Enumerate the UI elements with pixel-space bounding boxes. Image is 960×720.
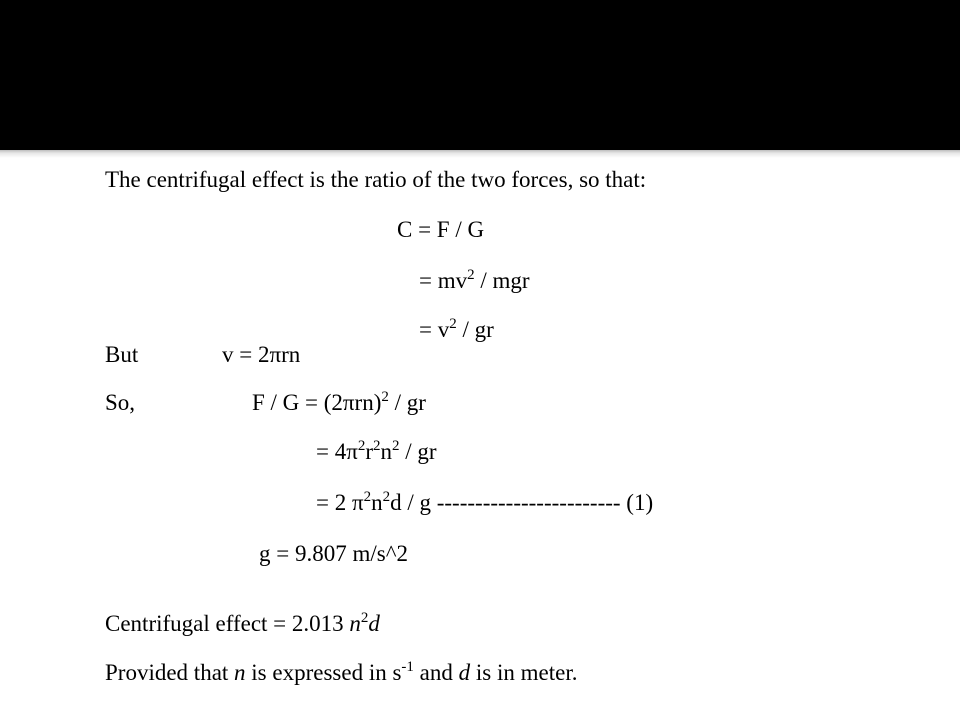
- so-equation: [252, 390, 426, 416]
- equation-text: / gr: [399, 439, 437, 464]
- equation-mv: [419, 268, 530, 294]
- variable-n: n: [234, 660, 246, 685]
- equation-v: [419, 317, 494, 343]
- superscript: 2: [382, 489, 391, 505]
- note-text: and: [413, 660, 459, 685]
- equation-text: n: [380, 439, 393, 464]
- superscript: 2: [449, 316, 457, 332]
- equation-text: F / G = (2πrn): [252, 390, 382, 415]
- equation-text: / gr: [388, 390, 426, 415]
- equation-4pi: [316, 439, 437, 465]
- g-value: g = 9.807 m/s^2: [259, 541, 408, 566]
- but-equation: v = 2πrn: [222, 342, 301, 367]
- equation-text: = 4π: [316, 439, 358, 464]
- equation-text: n: [371, 490, 383, 515]
- so-label: So,: [105, 390, 136, 415]
- superscript: 2: [363, 489, 372, 505]
- note-text: is expressed in s: [245, 660, 402, 685]
- superscript: -1: [401, 659, 414, 675]
- note-line: [105, 660, 577, 686]
- superscript: 2: [392, 438, 400, 454]
- result-line: [105, 611, 380, 637]
- equation-text: d / g ------------------------ (1): [390, 490, 654, 515]
- variable-n: n: [349, 611, 361, 636]
- but-label: But: [105, 342, 139, 367]
- note-text: is in meter.: [470, 660, 578, 685]
- superscript: 2: [357, 438, 366, 454]
- superscript: 2: [467, 267, 475, 283]
- result-text: Centrifugal effect = 2.013: [105, 611, 350, 636]
- intro-text: The centrifugal effect is the ratio of the two forces, so that:: [105, 167, 647, 192]
- equation-text: = v: [419, 317, 450, 342]
- equation-2pi: [316, 490, 653, 516]
- variable-d: d: [458, 660, 471, 685]
- superscript: 2: [381, 389, 389, 405]
- equation-text: r: [365, 439, 374, 464]
- equation-text: / mgr: [474, 268, 530, 293]
- variable-d: d: [368, 611, 380, 636]
- header-divider: [0, 150, 960, 158]
- superscript: 2: [360, 610, 369, 626]
- superscript: 2: [373, 438, 381, 454]
- equation-text: = mv: [419, 268, 468, 293]
- header-bar: [0, 0, 960, 150]
- equation-c: C = F / G: [397, 217, 485, 242]
- equation-text: = 2 π: [316, 490, 364, 515]
- equation-text: / gr: [456, 317, 494, 342]
- note-text: Provided that: [105, 660, 235, 685]
